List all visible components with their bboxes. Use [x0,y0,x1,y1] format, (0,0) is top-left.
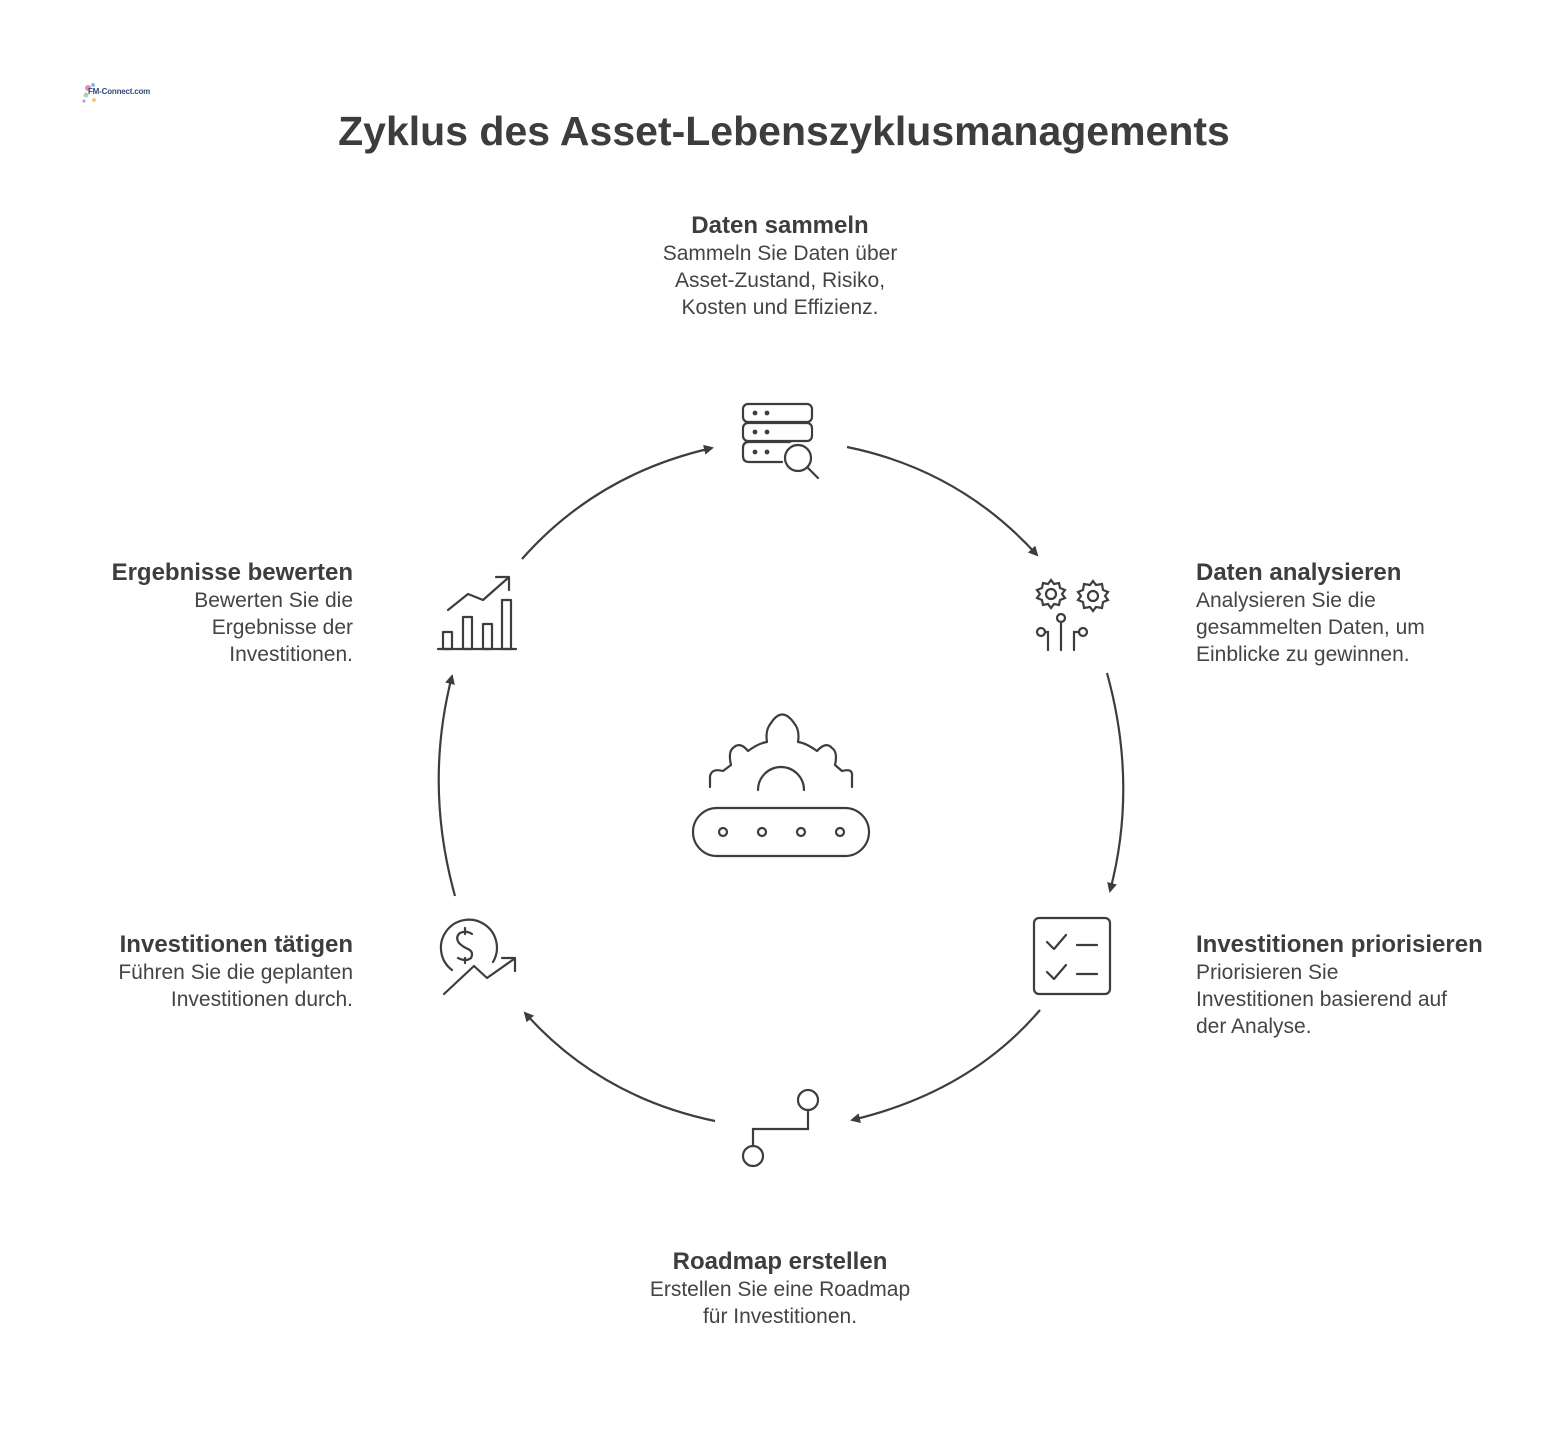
arrow-collect-to-analyze [847,447,1037,555]
dollar-growth-icon [441,920,515,994]
step-heading: Roadmap erstellen [672,1248,888,1275]
arrow-evaluate-to-collect [522,448,712,559]
logo-text: FM-Connect.com [88,87,151,96]
arrow-invest-to-evaluate [439,676,455,896]
step-analyze-data [1196,559,1536,668]
page-title: Zyklus des Asset-Lebenszyklusmanagements [338,108,1230,154]
step-description: Analysieren Sie die gesammelten Daten, um Einblicke zu gewinnen. [1196,589,1425,666]
step-description: Führen Sie die geplanten Investitionen durch. [118,961,353,1011]
roadmap-path-icon [743,1090,818,1166]
bar-chart-growth-icon [438,577,516,649]
arrow-prioritize-to-roadmap [852,1010,1040,1120]
step-heading: Ergebnisse bewerten [111,559,353,586]
step-description: Erstellen Sie eine Roadmap für Investitionen. [649,1278,911,1328]
step-heading: Daten sammeln [691,212,869,239]
step-collect-data [600,212,960,321]
step-description: Sammeln Sie Daten über Asset-Zustand, Risiko, Kosten und Effizienz. [662,242,898,319]
gears-analysis-icon [1037,580,1108,650]
database-search-icon [743,404,818,478]
step-make-investments [40,931,353,1013]
step-heading: Investitionen tätigen [119,931,353,958]
step-create-roadmap [590,1248,970,1330]
gear-conveyor-icon [693,715,869,857]
arrow-analyze-to-prioritize [1107,673,1123,891]
step-heading: Investitionen priorisieren [1196,931,1483,958]
step-description: Bewerten Sie die Ergebnisse der Investitionen. [194,589,353,666]
step-heading: Daten analysieren [1196,559,1402,586]
arrow-roadmap-to-invest [525,1013,715,1121]
checklist-icon [1034,918,1110,994]
step-description: Priorisieren Sie Investitionen basierend auf der Analyse. [1196,961,1448,1038]
step-prioritize-investments [1196,931,1546,1040]
step-evaluate-results [40,559,353,668]
